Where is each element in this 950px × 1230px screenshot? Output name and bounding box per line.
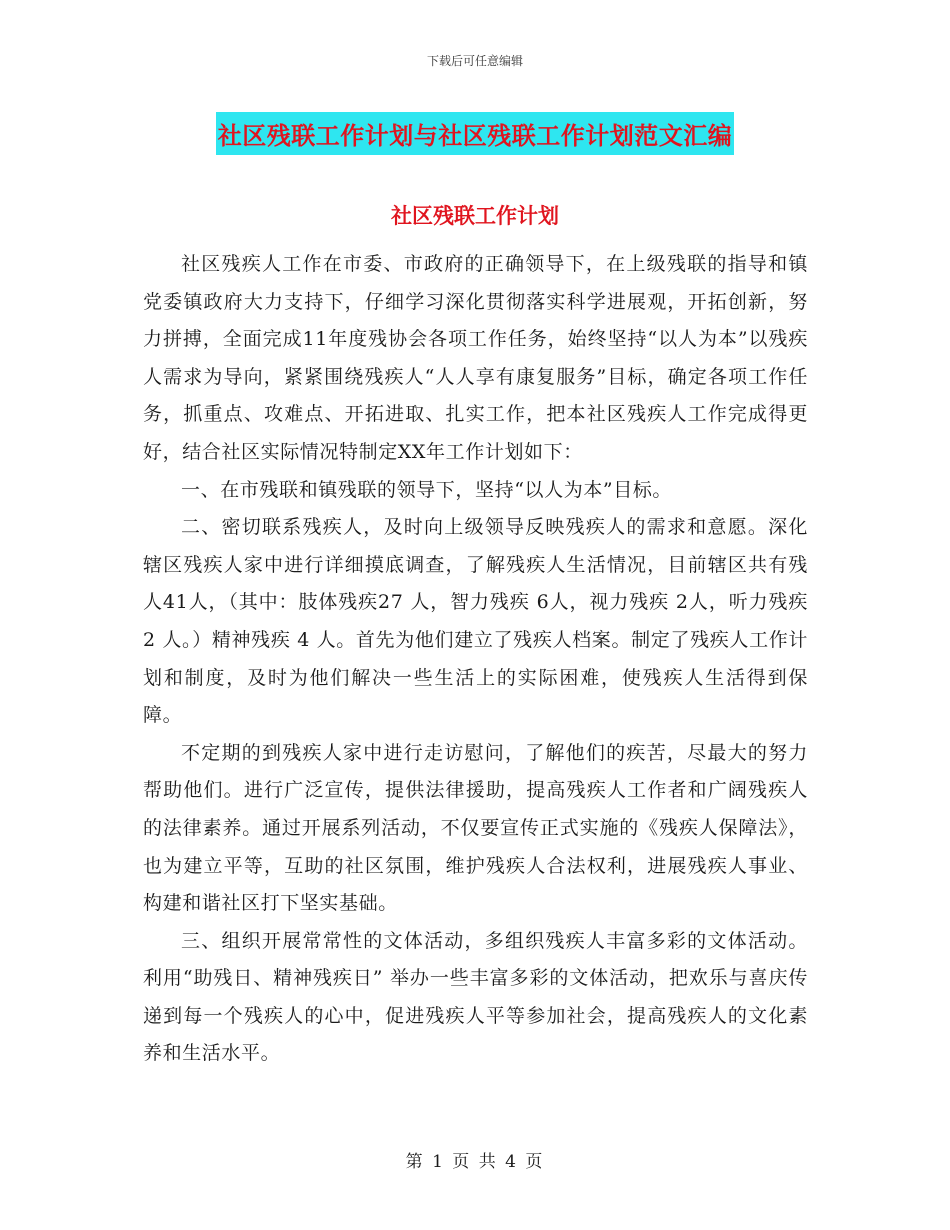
main-title-wrapper [0, 112, 950, 155]
document-body [143, 246, 808, 1073]
paragraph-item-1: 一、在市残联和镇残联的领导下，坚持“以人为本”目标。 [181, 478, 673, 501]
header-note: 下载后可任意编辑 [426, 54, 523, 68]
section-title: 社区残联工作计划 [391, 204, 559, 228]
paragraph-visits: 不定期的到残疾人家中进行走访慰问，了解他们的疾苦，尽最大的努力帮助他们。进行广泛宣传，提供法律援助，提高残疾人工作者和广阔残疾人的法律素养。通过开展系列活动，不仅要宣传正式实施的《残疾人保障法》，也为建立平等，互助的社区氛围，维护残疾人合法权利，进展残疾人事业、构建和谐社区打下坚实基础。 [143, 741, 808, 915]
page-number-footer: 第 1 页 共 4 页 [405, 1152, 545, 1172]
document-main-title: 社区残联工作计划与社区残联工作计划范文汇编 [216, 112, 735, 155]
paragraph-item-3: 三、组织开展常常性的文体活动，多组织残疾人丰富多彩的文体活动。利用“助残日、精神残疾日” 举办一些丰富多彩的文体活动，把欢乐与喜庆传递到每一个残疾人的心中，促进残疾人平等参加社会，提高残疾人的文化素养和生活水平。 [143, 929, 808, 1065]
paragraph-item-2: 二、密切联系残疾人，及时向上级领导反映残疾人的需求和意愿。深化辖区残疾人家中进行详细摸底调查，了解残疾人生活情况，目前辖区共有残人41人，（其中：肢体残疾27 人，智力残疾 6人，视力残疾 2人，听力残疾2 人。）精神残疾 4 人。首先为他们建立了残疾人档案。制定了残疾人工作计划和制度，及时为他们解决一些生活上的实际困难，使残疾人生活得到保障。 [143, 516, 808, 727]
paragraph-intro: 社区残疾人工作在市委、市政府的正确领导下，在上级残联的指导和镇党委镇政府大力支持下，仔细学习深化贯彻落实科学进展观，开拓创新，努力拼搏，全面完成11年度残协会各项工作任务，始终坚持“以人为本”以残疾人需求为导向，紧紧围绕残疾人“人人享有康复服务”目标，确定各项工作任务，抓重点、攻难点、开拓进取、扎实工作，把本社区残疾人工作完成得更好，结合社区实际情况特制定XX年工作计划如下： [143, 253, 808, 463]
